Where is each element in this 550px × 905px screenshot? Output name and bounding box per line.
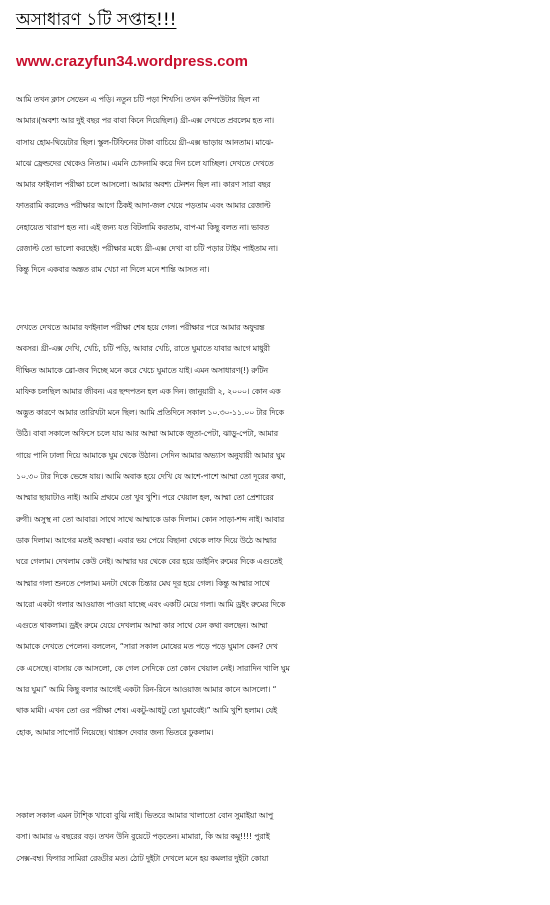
paragraph-line: রেজাল্ট তো ভালো করছেই। পরীক্ষার মধ্যে থ্রী-এক্স দেখা বা চটি পড়ার টাইম পাইতাম না। bbox=[16, 244, 278, 254]
paragraph-1 bbox=[16, 89, 540, 281]
paragraph-line: দেখতে দেখতে আমার ফাইনাল পরীক্ষা শেষ হয়ে গেল। পরীক্ষার পরে আমার অফুরন্ত bbox=[16, 323, 265, 332]
paragraph-line: আর ঘুম।” আমি কিছু বলার আগেই একটা রিন-রিনে আওয়াজ আমার কানে আসলো। “ bbox=[16, 685, 277, 695]
paragraph-line: অদ্ভুত কারণে আমার তারিখটা মনে ছিল। আমি প্রতিদিনে সকাল ১০.৩০-১১.০০ টার দিকে bbox=[16, 408, 284, 418]
paragraph-line: আমার।(অবশ্য আর দুই বছর পর বাবা কিনে দিয়েছিল।) থ্রী-এক্স দেখতে প্রবলেম হত না। bbox=[16, 116, 274, 126]
paragraph-line: হোক, আমার সাপোর্ট নিয়েছে। থ্যাঙ্কস দেবার জন্য ভিতরে ঢুকলাম। bbox=[16, 727, 214, 737]
paragraph-line: থাক মামী। এখন তো ওর পরীক্ষা শেষ। একটু-আধটু তো ঘুমাবেই।” আমি খুশি হলাম। যেই bbox=[16, 706, 277, 716]
paragraph-line: কিন্তু দিনে একবার অন্তত রাম খেচা না দিলে মনে শান্তি আসত না। bbox=[16, 265, 210, 275]
paragraph-line: আরো একটা গলার আওয়াজ পাওয়া যাচ্ছে এবং একটি মেয়ে গলা। আমি ড্রইং রুমের দিকে bbox=[16, 599, 286, 609]
paragraph-line: অবসর। থ্রী-এক্স দেখি, খেচি, চটি পড়ি, আবার খেচি, রাতে ঘুমাতে যাবার আগে মাধুরী bbox=[16, 344, 270, 354]
paragraph-line: এগুতে থাকলাম। ড্রইং রুমে যেয়ে দেখলাম আম্মা কার সাথে যেন কথা বলছেন। আম্মা bbox=[16, 621, 268, 631]
site-url: www.crazyfun34.wordpress.com bbox=[16, 53, 249, 70]
paragraph-line: বাসায় হোম-থিয়েটার ছিল। স্কুল-টিফিনের টাকা বাচিয়ে থ্রী-এক্স ভাড়ায় আনতাম। মাঝে- bbox=[16, 137, 274, 147]
paragraph-line: বসা। আমার ৬ বছরের বড়। তখন উনি বুয়েটে পড়তেন। মামারা, কি আর কমু!!!! পুরাই bbox=[16, 832, 270, 842]
paragraph-line: ডাক দিলাম। আগের মতই অবস্থা। এবার ভয় পেয়ে বিছানা থেকে লাফ দিয়ে উঠে আম্মার bbox=[16, 535, 277, 545]
paragraph-line: গায়ে পানি ঢালা দিয়ে আমাকে ঘুম থেকে উঠান। সেদিন আমার অভ্যাস অনুযায়ী আমার ঘুম bbox=[16, 450, 285, 460]
post-title: অসাধারণ ১টি সপ্তাহ!!! bbox=[16, 10, 177, 30]
paragraph-line: উঠি। বাবা সকালে অফিসে চলে যায় আর আম্মা আমাকে জুতা-পেটা, ঝাড়ু-পেটা, আমার bbox=[16, 429, 278, 439]
paragraph-line: আম্মার ছায়াটাও নাই। আমি প্রথমে তো খুব খুশি। পরে খেয়াল হল, আম্মা তো প্রেশারের bbox=[16, 493, 274, 503]
paragraph-line: আম্মার গলা শুনতে পেলাম। মনটা থেকে চিন্তার মেঘ দূর হয়ে গেল। কিন্তু আম্মার সাথে bbox=[16, 578, 270, 588]
paragraph-line: দীক্ষিত আমাকে ব্লো-জব দিচ্ছে মনে করে খেচে ঘুমাতে যাই। এমন অসাধারণ(!) রুটিন bbox=[16, 365, 268, 375]
paragraph-line: ঘরে গেলাম। দেখলাম কেউ নেই। আম্মার ঘর থেকে বের হয়ে ডাইনিং রুমের দিকে এগুতেই bbox=[16, 557, 283, 567]
paragraph-line: রুগী। অসুস্থ না তো আবার। সাথে সাথে আম্মাকে ডাক দিলাম। কোন সাড়া-শব্দ নাই। আবার bbox=[16, 514, 285, 524]
paragraph-2 bbox=[16, 317, 540, 743]
paragraph-line: কে এসেছে। বাসায় কে আসলো, কে গেল সেদিকে তো কোন খেয়াল নেই। সারাদিন খালি ঘুম bbox=[16, 663, 290, 673]
paragraph-line: আমাকে দেখতে পেলেন। বললেন, “সারা সকাল মোষের মত পড়ে পড়ে ঘুমাস কেন? দেখ bbox=[16, 642, 278, 652]
paragraph-3 bbox=[16, 805, 540, 869]
paragraph-line: মাঝে ফ্রেন্ডদের থেকেও নিতাম। এমনি চোদনামি করে দিন চলে যাচ্ছিল। দেখতে দেখতে bbox=[16, 158, 274, 168]
paragraph-line: নেহায়েত খারাপ হত না। এই জন্য যত বিটলামি করতাম, বাপ-মা কিছু বলত না। ভাবত bbox=[16, 222, 269, 232]
paragraph-line: ১০.৩০ টার দিকে ভেঙ্গে যায়। আমি অবাক হয়ে দেখি যে আশে-পাশে আম্মা তো দূরের কথা, bbox=[16, 472, 286, 482]
paragraph-line: ফাতরামি করলেও পরীক্ষার আগে ঠিকই আদা-জল খেয়ে পড়তাম এবং আমার রেজাল্ট bbox=[16, 201, 271, 211]
paragraph-line: আমি তখন ক্লাস সেভেন এ পড়ি। নতুন চটি পড়া শিখসি। তখন কম্পিউটার ছিল না bbox=[16, 95, 260, 104]
paragraph-line: সকাল সকাল এমন টাশ্কি খাবো বুঝি নাই। ভিতরে আমার খালাতো বোন সুমাইয়া আপু bbox=[16, 811, 273, 820]
paragraph-line: সেক্স-বম্ব। ফিগার সামিরা রেড্ডীর মত। ঠোট দুইটা দেখলে মনে হয় কমলার দুইটা কোয়া bbox=[16, 853, 269, 863]
paragraph-line: মাফিক চলছিল আমার জীবন। এর ছন্দপতন হল এক দিন। জানুয়ারী ২, ২০০০। কোন এক bbox=[16, 386, 281, 396]
paragraph-line: আমার ফাইনাল পরীক্ষা চলে আসলো। আমার অবশ্য টেনশন ছিল না। কারণ সারা বছর bbox=[16, 180, 271, 190]
